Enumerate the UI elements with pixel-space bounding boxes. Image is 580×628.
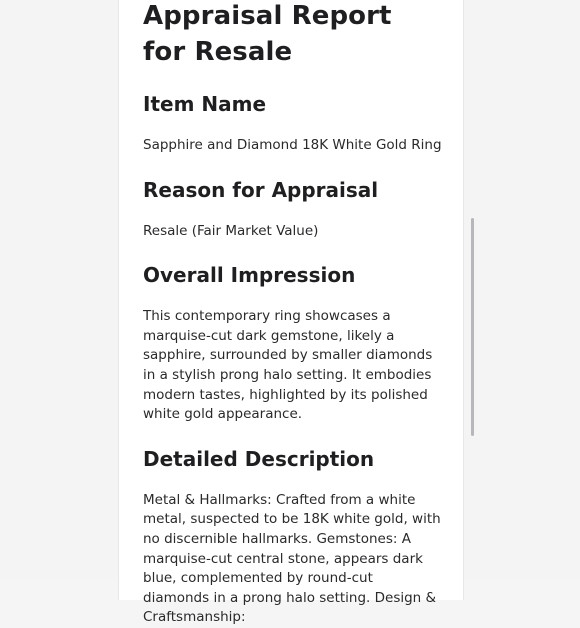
section-heading-reason: Reason for Appraisal	[143, 177, 379, 202]
section-body-reason: Resale (Fair Market Value)	[143, 222, 319, 239]
section-heading-item-name: Item Name	[143, 92, 267, 116]
section-body-overall-impression: This contemporary ring showcases a marquise-cut dark gemstone, likely a sapphire, surrounded by smaller diamonds in a stylish prong halo setting. It embodies modern tastes, highlighted by its polished white gold appearance.	[143, 308, 433, 423]
section-body-item-name: Sapphire and Diamond 18K White Gold Ring	[143, 137, 442, 153]
section-body-detailed-description: Metal & Hallmarks: Crafted from a white metal, suspected to be 18K white gold, with no discernible hallmarks. Gemstones: A marquise-cut central stone, appears dark blue, complemented by round-cut diamonds in a prong halo setting. Design & Craftsmanship:	[143, 491, 441, 626]
page-title: Appraisal Report for Resale	[143, 1, 392, 67]
section-heading-overall-impression: Overall Impression	[143, 263, 356, 288]
section-heading-detailed-description: Detailed Description	[143, 446, 375, 471]
report-content	[143, 0, 443, 628]
vertical-scrollbar[interactable]	[471, 218, 474, 436]
report-card[interactable]	[118, 0, 464, 626]
